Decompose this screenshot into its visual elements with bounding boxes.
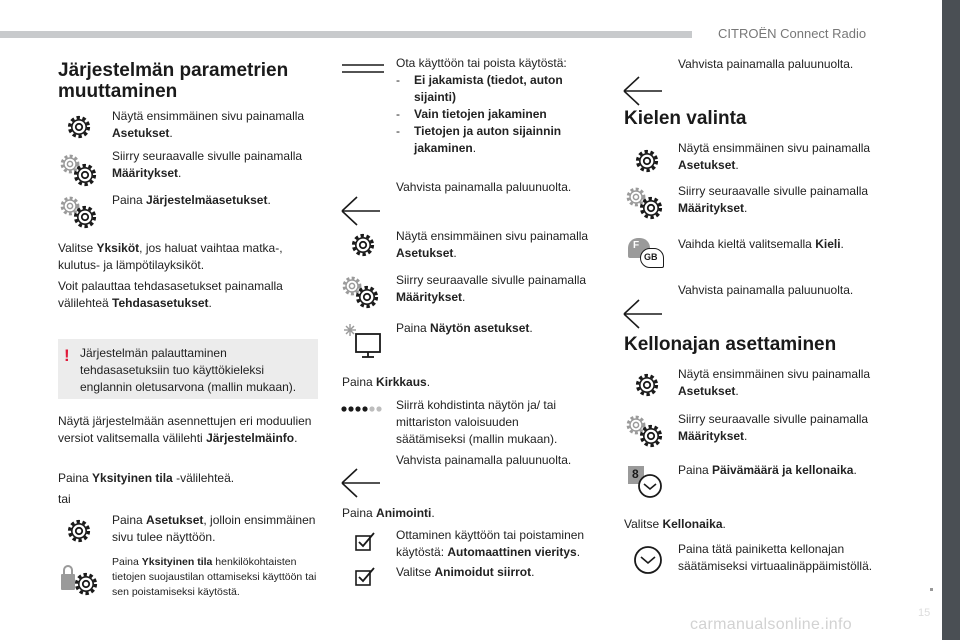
sharing-option[interactable]: - Tietojen ja auton sijainnin jakaminen. bbox=[396, 123, 596, 157]
back-arrow-icon[interactable] bbox=[622, 75, 668, 107]
col3-step-settings-clock: Näytä ensimmäinen sivu painamalla Asetukset. bbox=[678, 367, 871, 398]
private-mode-lock-icon[interactable] bbox=[58, 562, 102, 602]
toggle-bar-icon[interactable] bbox=[340, 62, 386, 76]
col2-sharing-options bbox=[396, 72, 596, 157]
checkbox-checked-icon[interactable] bbox=[354, 565, 376, 587]
flag-f-label: F bbox=[633, 240, 640, 251]
col1-units-paragraph: Valitse Yksiköt, jos haluat vaihtaa matka-, kulutus- ja lämpötilayksiköt. bbox=[58, 241, 283, 272]
col3-confirm-1: Vahvista painamalla paluunuolta. bbox=[678, 283, 854, 297]
col3-step-language: Vaihda kieltä valitsemalla Kieli. bbox=[678, 237, 844, 251]
col1-step-configuration: Siirry seuraavalle sivulle painamalla Määritykset. bbox=[112, 149, 303, 180]
date-time-clock-icon[interactable] bbox=[626, 464, 666, 500]
display-settings-icon[interactable] bbox=[340, 322, 386, 360]
col2-brightness-slider-text: Siirrä kohdistinta näytön ja/ tai mittariston valoisuuden säätämiseksi (mallin mukaan). bbox=[396, 398, 558, 446]
page-sidebar bbox=[942, 0, 960, 640]
page-number: 15 bbox=[918, 607, 931, 619]
col2-confirm-1: Vahvista painamalla paluunuolta. bbox=[396, 180, 572, 194]
col3-clock-paragraph: Valitse Kellonaika. bbox=[624, 517, 726, 531]
col2-step-display-settings: Paina Näytön asetukset. bbox=[396, 321, 533, 335]
page-header-title: CITROËN Connect Radio bbox=[718, 26, 867, 41]
col2-brightness-paragraph: Paina Kirkkaus. bbox=[342, 375, 431, 389]
sidebar-dot bbox=[930, 588, 933, 591]
warning-text: Järjestelmän palauttaminen tehdasasetuksiin tuo käyttökieleksi englannin oletusarvona (mallin mukaan). bbox=[80, 346, 297, 394]
back-arrow-icon[interactable] bbox=[340, 467, 386, 499]
col1-step-settings-alt: Paina Asetukset, jolloin ensimmäinen sivu tulee näyttöön. bbox=[112, 513, 316, 544]
col3-step-configuration: Siirry seuraavalle sivulle painamalla Määritykset. bbox=[678, 184, 869, 215]
language-flag-icon[interactable] bbox=[626, 238, 666, 270]
flag-gb-label: GB bbox=[644, 252, 658, 262]
col2-step-settings: Näytä ensimmäinen sivu painamalla Asetukset. bbox=[396, 229, 589, 260]
calendar-day-label: 8 bbox=[632, 467, 639, 481]
section-heading-language: Kielen valinta bbox=[624, 108, 747, 129]
system-settings-gears-icon[interactable] bbox=[58, 192, 102, 232]
col1-system-info-paragraph: Näytä järjestelmään asennettujen eri moduulien versiot valitsemalla välilehti Järjestelmäinfo. bbox=[58, 414, 312, 445]
col3-confirm-0: Vahvista painamalla paluunuolta. bbox=[678, 57, 854, 71]
settings-gear-icon[interactable] bbox=[348, 230, 378, 260]
col1-step-private-mode: Paina Yksityinen tila henkilökohtaisten tietojen suojaustilan ottamiseksi käyttöön tai sen poistamiseksi käytöstä. bbox=[112, 556, 317, 598]
back-arrow-icon[interactable] bbox=[622, 298, 668, 330]
settings-gear-icon[interactable] bbox=[64, 516, 94, 546]
watermark: carmanualsonline.info bbox=[690, 616, 852, 633]
col3-step-settings: Näytä ensimmäinen sivu painamalla Asetukset. bbox=[678, 141, 871, 172]
col1-factory-reset-paragraph: Voit palauttaa tehdasasetukset painamalla välilehteä Tehdasasetukset. bbox=[58, 279, 283, 310]
configuration-gears-icon[interactable] bbox=[58, 150, 102, 190]
settings-gear-icon[interactable] bbox=[632, 146, 662, 176]
checkbox-checked-icon[interactable] bbox=[354, 530, 376, 552]
col1-step-system-settings: Paina Järjestelmäasetukset. bbox=[112, 193, 271, 207]
col3-step-date-time: Paina Päivämäärä ja kellonaika. bbox=[678, 463, 857, 477]
configuration-gears-icon[interactable] bbox=[624, 183, 668, 223]
clock-adjust-icon[interactable] bbox=[632, 544, 664, 576]
col2-auto-scroll-text: Ottaminen käyttöön tai poistaminen käytöstä: Automaattinen vieritys. bbox=[396, 528, 585, 559]
configuration-gears-icon[interactable] bbox=[624, 411, 668, 451]
settings-gear-icon[interactable] bbox=[64, 112, 94, 142]
col2-confirm-2: Vahvista painamalla paluunuolta. bbox=[396, 453, 572, 467]
col1-step-settings: Näytä ensimmäinen sivu painamalla Asetukset. bbox=[112, 109, 305, 140]
col2-animation-paragraph: Paina Animointi. bbox=[342, 506, 435, 520]
section-heading-clock: Kellonajan asettaminen bbox=[624, 334, 837, 355]
col2-step-configuration: Siirry seuraavalle sivulle painamalla Määritykset. bbox=[396, 273, 587, 304]
sharing-option[interactable]: - Vain tietojen jakaminen bbox=[396, 106, 596, 123]
back-arrow-icon[interactable] bbox=[340, 195, 386, 227]
warning-exclamation-icon: ! bbox=[64, 346, 70, 365]
col1-or-text: tai bbox=[58, 492, 71, 506]
col2-animated-transitions-text: Valitse Animoidut siirrot. bbox=[396, 565, 535, 579]
configuration-gears-icon[interactable] bbox=[340, 272, 384, 312]
settings-gear-icon[interactable] bbox=[632, 370, 662, 400]
col3-step-configuration-clock: Siirry seuraavalle sivulle painamalla Määritykset. bbox=[678, 412, 869, 443]
col3-step-keyboard: Paina tätä painiketta kellonajan säätämiseksi virtuaalinäppäimistöllä. bbox=[678, 542, 873, 573]
header-rule bbox=[0, 31, 692, 38]
col2-sharing-intro: Ota käyttöön tai poista käytöstä: bbox=[396, 56, 567, 70]
brightness-slider-icon[interactable] bbox=[340, 403, 386, 415]
section-heading-system: Järjestelmän parametrien muuttaminen bbox=[58, 60, 289, 102]
sharing-option[interactable]: - Ei jakamista (tiedot, auton sijainti) bbox=[396, 72, 596, 106]
col1-private-mode-paragraph: Paina Yksityinen tila -välilehteä. bbox=[58, 471, 235, 485]
